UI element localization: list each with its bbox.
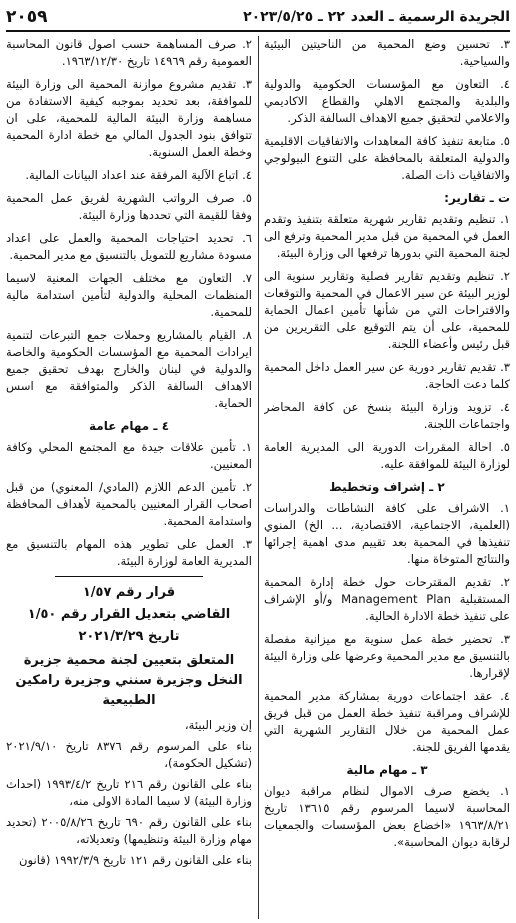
paragraph-item: ٥. صرف الرواتب الشهرية لفريق عمل المحمية وفقا للقيمة التي تحددها وزارة البيئة. (6, 191, 252, 222)
report-item: ٥. احالة المقررات الدورية الى المديرية العامة لوزارة البيئة للموافقة عليه. (264, 440, 510, 471)
paragraph-item: ٣. تقديم مشروع موازنة المحمية الى وزارة البيئة للموافقة، بعد تحديد بموجبه كيفية الاستفادة من مساهمة وزارة البيئة المالية للمحمية، على ان تتوافق بنود الجدول المالي مع خطة ادارة المحمية وخطة العمل السنوية. (6, 77, 252, 159)
paragraph-item: ٣. تحسين وضع المحمية من الناحيتين البيئية والسياحية. (264, 37, 510, 68)
report-item: ٢. تنظيم وتقديم تقارير فصلية وتقارير سنوية الى لوزير البيئة عن سير الاعمال في المحمية والتوقعات والاقتراحات التي من شأنها تأمين اعمال الحماية للمحمية، على أن يتم التوقيع على التقريرين من قبل رئيس وأعضاء اللجنة. (264, 269, 510, 351)
general-item: ٣. العمل على تطوير هذه المهام بالتنسيق مع المديرية العامة لوزارة البيئة. (6, 537, 252, 568)
paragraph-item: ٤. اتباع الآلية المرفقة عند اعداد البيانات المالية. (25, 168, 252, 182)
right-top-items (264, 36, 510, 184)
left-top-items (6, 36, 252, 412)
supervision-item: ١. الاشراف على كافة النشاطات والدراسات (العلمية، الاجتماعية، الاقتصادية، ... الخ) المنوي تنفيذها في المحمية بعد تقييم مدى اهمية إجرائها والنتائج المتوخاة منها. (264, 501, 510, 566)
decree-number: قرار رقم ١/٥٧ (82, 585, 176, 600)
right-column (264, 36, 510, 919)
section-reports: ت ـ تقارير: (444, 191, 510, 205)
paragraph-item: ٥. متابعة تنفيذ كافة المعاهدات والاتفاقيات الاقليمية والدولية المتعلقة بالمحافظة على التنوع البيولوجي والاتفاقيات ذات الصلة. (264, 134, 510, 182)
header-title-group (243, 9, 510, 25)
issue-info: ٢٢ ـ ٢٠٢٣/٥/٢٥ (243, 9, 345, 25)
supervision-item: ٤. عقد اجتماعات دورية بمشاركة مدير المحمية للإشراف ومراقبة تنفيذ خطة العمل من قبل فريق عمل المحمية من خلال التقارير الشهرية التي يقدمها الفريق للجنة. (264, 689, 510, 754)
paragraph-item: ٤. التعاون مع المؤسسات الحكومية والدولية والبلدية والمجتمع الاهلي والقطاع الاكاديمي والاعلامي لتحقيق جميع الاهداف السالفة الذكر. (264, 77, 510, 125)
decree-separator (55, 576, 203, 577)
finance-items (264, 783, 510, 851)
section-supervision: ٢ ـ إشراف وتخطيط (329, 480, 445, 494)
supervision-items (264, 500, 510, 756)
columns (6, 36, 510, 919)
paragraph-item: ٧. التعاون مع مختلف الجهات المعنية لاسيما المنظمات المحلية والدولية لتأمين استدامة مالية للمحمية. (6, 271, 252, 319)
decree-date: تاريخ ٢٠٢١/٣/٢٩ (78, 629, 180, 644)
section-finance: ٣ ـ مهام مالية (346, 763, 428, 777)
general-items (6, 439, 252, 570)
gazette-title: الجريدة الرسمية ـ العدد (350, 9, 510, 25)
paragraph-item: ٨. القيام بالمشاريع وحملات جمع التبرعات لتنمية ايرادات المحمية مع المؤسسات الحكومية والخاصة والدولية في لبنان والخارج بهدف تحقيق جميع الاهداف السالفة الذكر والمتوافقة مع اسس الحماية. (6, 328, 252, 410)
decree-preamble (6, 717, 252, 869)
page-number: ٢٠٥٩ (6, 7, 48, 27)
preamble-item: بناء على المرسوم رقم ٨٣٧٦ تاريخ ٢٠٢١/٩/١٠ (تشكيل الحكومة)، (6, 739, 252, 770)
supervision-item: ٢. تقديم المقترحات حول خطة إدارة المحمية المستقبلية Management Plan و/أو الإشراف على تنفيذ خطة الادارة الحالية. (264, 575, 510, 623)
section-general: ٤ ـ مهام عامة (88, 419, 170, 433)
preamble-item: إن وزير البيئة، (184, 718, 252, 732)
column-divider (258, 36, 259, 919)
finance-item: ١. يخضع صرف الاموال لنظام مراقبة ديوان المحاسبة لاسيما المرسوم رقم ١٣٦١٥ تاريخ ١٩٦٣/٨/٢١ «اخضاع بعض المؤسسات والجمعيات لرقابة ديوان المحاسبة». (264, 784, 510, 849)
preamble-item: بناء على القانون رقم ٦٩٠ تاريخ ٢٠٠٥/٨/٢٦ (تحديد مهام وزارة البيئة وتنظيمها) وتعديلاته، (6, 815, 252, 846)
decree-subject: المتعلق بتعيين لجنة محمية جزيرة النخل وجزيرة سنني وجزيرة رامكين الطبيعية (15, 653, 243, 708)
reports-items (264, 211, 510, 473)
preamble-item: بناء على القانون رقم ٢١٦ تاريخ ١٩٩٣/٤/٢ (احداث وزارة البيئة) لا سيما المادة الاولى منه، (6, 777, 252, 808)
paragraph-item: ٢. صرف المساهمة حسب اصول قانون المحاسبة العمومية رقم ١٤٩٦٩ تاريخ ١٩٦٣/١٢/٣٠. (6, 37, 252, 68)
report-item: ٤. تزويد وزارة البيئة بنسخ عن كافة المحاضر واجتماعات اللجنة. (264, 400, 510, 431)
decree-amend: القاضي بتعديل القرار رقم ١/٥٠ (27, 607, 231, 622)
report-item: ٣. تقديم تقارير دورية عن سير العمل داخل المحمية كلما دعت الحاجة. (264, 360, 510, 391)
decree-heading (6, 583, 252, 711)
report-item: ١. تنظيم وتقديم تقارير شهرية متعلقة بتنفيذ وتقدم العمل في المحمية من قبل مدير المحمية وترفع الى لجنة المحمية التي بدورها ترفعها الى وزارة البيئة. (264, 212, 510, 260)
preamble-item: بناء على القانون رقم ١٢١ تاريخ ١٩٩٢/٣/٩ (قانون (19, 853, 252, 867)
page-header (6, 4, 510, 32)
paragraph-item: ٦. تحديد احتياجات المحمية والعمل على اعداد مسودة مشاريع للتمويل بالتنسيق مع مدير المحمية. (6, 231, 252, 262)
general-item: ١. تأمين علاقات جيدة مع المجتمع المحلي وكافة المعنيين. (6, 440, 252, 471)
supervision-item: ٣. تحضير خطة عمل سنوية مع ميزانية مفصلة بالتنسيق مع مدير المحمية وعرضها على وزارة البيئة لإقرارها. (264, 632, 510, 680)
left-column (6, 36, 252, 919)
general-item: ٢. تأمين الدعم اللازم (المادي/ المعنوي) من قبل اصحاب القرار المعنيين بالمحمية لأهداف المحافظة واستدامة المحمية. (6, 480, 252, 528)
